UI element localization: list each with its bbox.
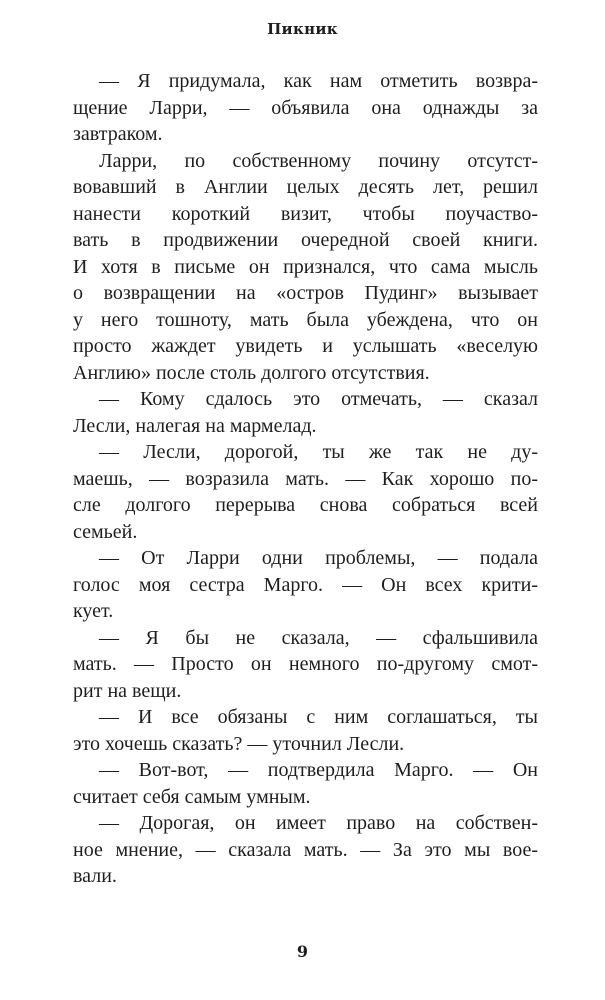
text-line: вали. [73, 865, 117, 887]
text-line: Лесли, налегая на мармелад. [73, 414, 317, 437]
text-line: — Я придумала, как нам отметить возвра- [99, 70, 538, 92]
running-head-title: Пикник [267, 20, 338, 38]
text-line: завтраком. [73, 123, 163, 145]
text-line: щение Ларри, — объявила она однажды за [73, 96, 538, 119]
text-line: вать в продвижении очередной своей книги. [73, 229, 538, 251]
text-line: семьей. [73, 520, 138, 543]
text-line: голос моя сестра Марго. — Он всех крити- [73, 573, 538, 596]
text-line: — Я бы не сказала, — сфальшивила [99, 626, 538, 649]
text-line: сле долгого перерыва снова собраться всей [73, 494, 538, 516]
text-line: маешь, — возразила мать. — Как хорошо по- [73, 467, 538, 490]
body-text [73, 68, 538, 890]
text-line: — От Ларри одни проблемы, — подала [99, 547, 538, 569]
text-line: — Кому сдалось это отмечать, — сказал [99, 388, 538, 410]
text-line: это хочешь сказать? — уточнил Лесли. [73, 732, 405, 755]
text-line: мать. — Просто он немного по-другому смот- [73, 653, 538, 675]
page-number: 9 [296, 942, 309, 961]
text-line: И хотя в письме он признался, что сама мысль [73, 255, 538, 278]
text-line: — И все обязаны с ним соглашаться, ты [99, 706, 538, 728]
text-line: у него тошноту, мать была убеждена, что он [73, 308, 538, 331]
text-line: о возвращении на «остров Пудинг» вызывает [73, 282, 538, 304]
text-line: считает себя самым умным. [73, 785, 311, 808]
text-line: ное мнение, — сказала мать. — За это мы вое- [73, 838, 538, 861]
text-line: просто жаждет увидеть и услышать «веселую [73, 335, 538, 357]
text-line: кует. [73, 600, 114, 622]
text-line: Ларри, по собственному почину отсутст- [99, 149, 538, 172]
text-line: — Дорогая, он имеет право на собствен- [99, 812, 538, 834]
text-line: рит на вещи. [73, 679, 182, 702]
text-line: — Лесли, дорогой, ты же так не ду- [99, 441, 538, 463]
text-line: нанести короткий визит, чтобы поучаство- [73, 202, 538, 225]
text-line: — Вот-вот, — подтвердила Марго. — Он [99, 759, 538, 781]
text-line: Англию» после столь долгого отсутствия. [73, 361, 430, 384]
text-line: вовавший в Англии целых десять лет, решил [73, 176, 538, 198]
